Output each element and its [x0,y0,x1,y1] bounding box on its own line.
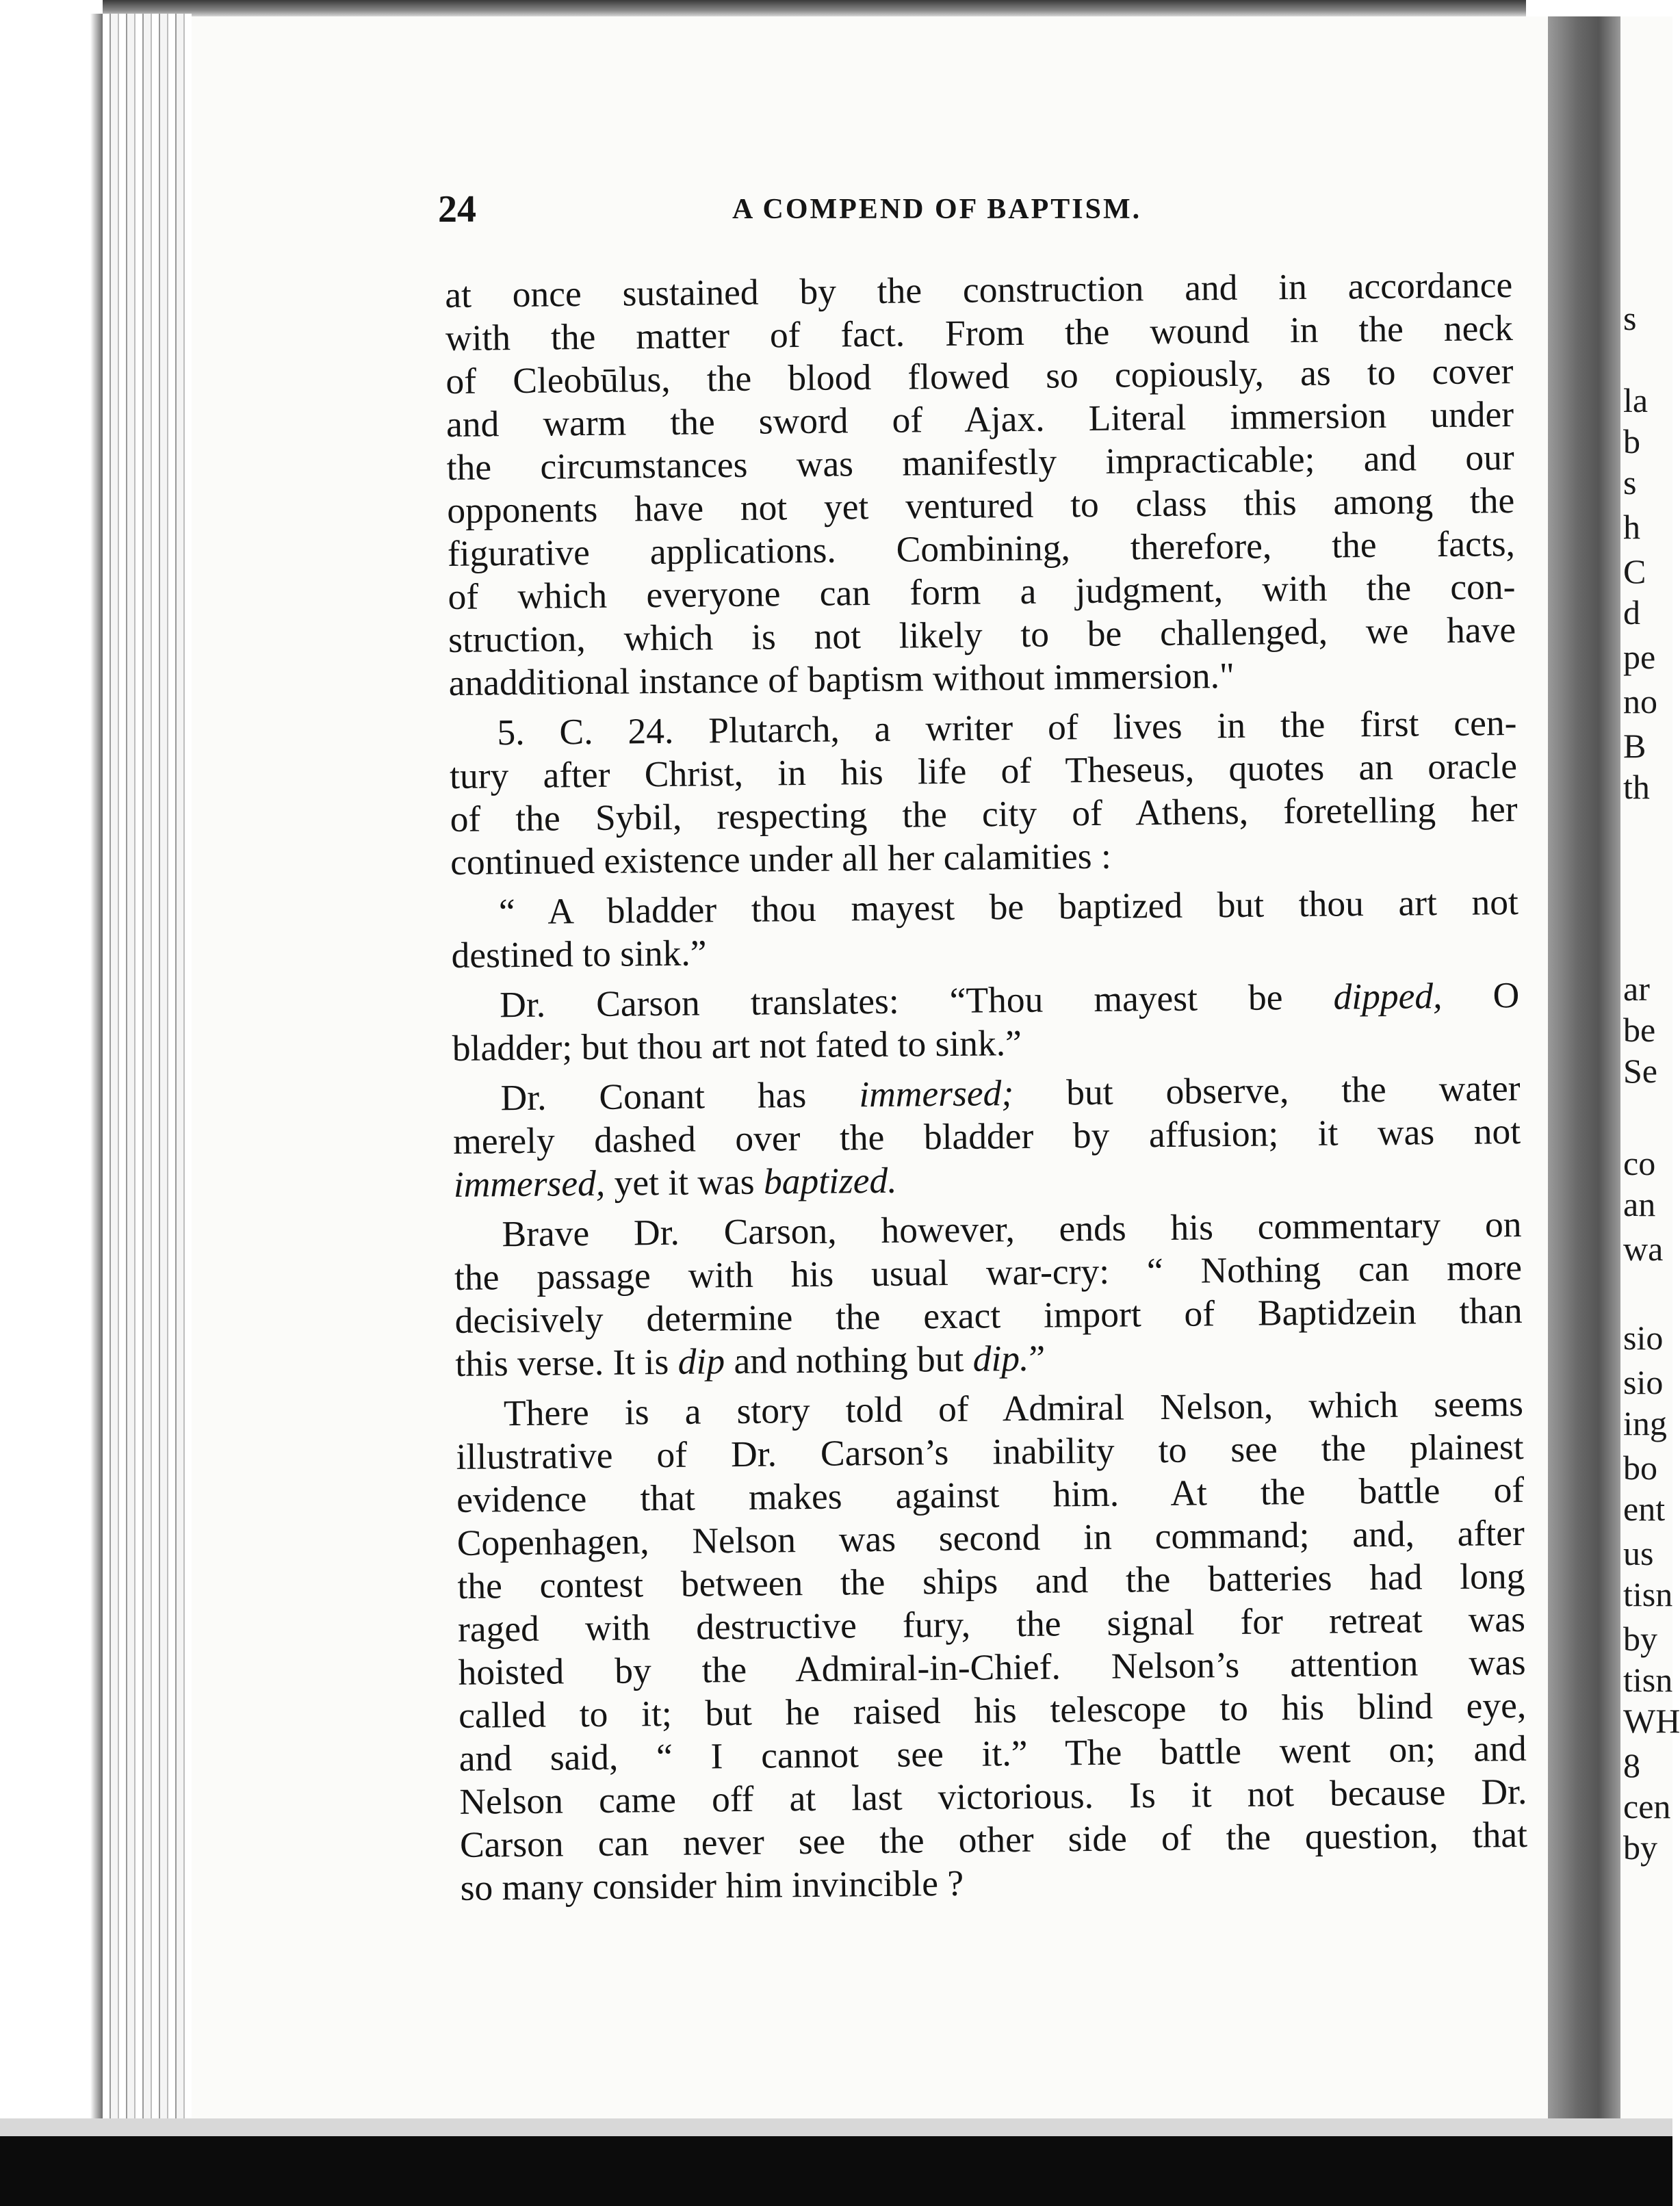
facing-page-text: th [1623,768,1650,806]
text-run: ” [1029,1337,1046,1379]
text-run: called to it; but he raised his telescope to his blind eye, [458,1684,1527,1736]
text-run: anadditional instance of baptism without immersion." [448,654,1235,703]
facing-page-text: d [1623,593,1640,632]
facing-page-text: by [1623,1620,1657,1658]
facing-page-text: tisn [1623,1575,1673,1613]
facing-page-text: cen [1623,1787,1671,1826]
italic-text: dip [677,1340,725,1382]
facing-page-text: bo [1623,1449,1657,1487]
text-run: hoisted by the Admiral-in-Chief. Nelson’s attention was [458,1641,1526,1693]
body-text [445,263,1528,1910]
book-gutter [1548,16,1620,2118]
page-stack-edges [103,14,192,2118]
text-run: struction, which is not likely to be challenged, we have [448,609,1516,660]
italic-text: immersed, [453,1162,606,1205]
facing-page-fragment [1620,16,1680,2118]
facing-page-text: ing [1623,1404,1667,1442]
facing-page-text: us [1623,1534,1654,1572]
text-run: There is a story told of Admiral Nelson, which seems [503,1382,1524,1434]
facing-page-text: ent [1623,1490,1666,1528]
text-run: the passage with his usual war-cry: “ Nothing can more [454,1246,1523,1298]
facing-page-text: WH [1623,1702,1680,1740]
text-run: bladder; but thou art not fated to sink.” [452,1022,1022,1069]
text-run: tury after Christ, in his life of Theseus, quotes an oracle [449,744,1518,796]
text-run: at once sustained by the construction and in accordance [445,264,1513,315]
facing-page-text: s [1623,299,1637,337]
text-run: raged with destructive fury, the signal for retreat was [457,1598,1526,1650]
book-top-edge [103,0,1526,18]
text-run: the contest between the ships and the batteries had long [457,1555,1525,1607]
facing-page-text: h [1623,508,1640,546]
text-run: so many consider him invincible ? [460,1862,964,1908]
text-run: Carson can never see the other side of the question, that [459,1813,1528,1865]
text-run: Dr. Carson translates: “Thou mayest be [499,976,1334,1026]
text-run: and said, “ I cannot see it.” The battle went on; and [458,1727,1527,1779]
text-run: with the matter of fact. From the wound in the neck [445,307,1514,359]
text-run: decisively determine the exact import of Baptidzein than [454,1289,1523,1341]
text-run: and warm the sword of Ajax. Literal immersion under [445,393,1514,445]
text-run: Brave Dr. Carson, however, ends his commentary on [502,1203,1522,1255]
facing-page-text: pe [1623,638,1656,676]
text-run: merely dashed over the bladder by affusion; it was not [452,1110,1521,1162]
facing-page-text: s [1623,463,1637,502]
text-run: Copenhagen, Nelson was second in command; and, after [456,1511,1525,1563]
text-run: the circumstances was manifestly impracticable; and our [446,437,1514,488]
text-run: this verse. It is [455,1340,678,1384]
text-run: destined to sink.” [451,932,707,976]
facing-page-text: be [1623,1011,1656,1049]
text-run: of the Sybil, respecting the city of Athens, foretelling her [450,788,1518,840]
facing-page-text: co [1623,1144,1656,1182]
italic-text: baptized. [763,1159,897,1202]
facing-page-text: no [1623,682,1657,721]
text-run: “ A bladder thou mayest be baptized but thou art not [498,881,1519,933]
text-run: 5. C. 24. Plutarch, a writer of lives in the first cen- [497,701,1517,753]
text-run: Nelson came off at last victorious. Is it not because Dr. [459,1770,1527,1822]
running-title: A COMPEND OF BAPTISM. [732,194,1142,225]
facing-page-text: 8 [1623,1746,1640,1785]
text-run: continued existence under all her calamities : [450,835,1112,883]
facing-page-text: C [1623,552,1646,591]
text-run: O [1442,974,1520,1017]
facing-page-text: by [1623,1828,1657,1867]
facing-page-text: an [1623,1185,1656,1223]
facing-page-text: wa [1623,1230,1664,1268]
text-run: yet it was [604,1160,764,1204]
facing-page-text: sio [1623,1363,1664,1401]
italic-text: dipped, [1333,975,1443,1017]
text-run: of which everyone can form a judgment, with the con- [448,566,1516,617]
italic-text: immersed; [859,1072,1014,1115]
facing-page-text: la [1623,381,1649,419]
text-run: but observe, the water [1013,1067,1521,1114]
text-run: illustrative of Dr. Carson’s inability to see the plainest [456,1425,1524,1477]
text-run: Dr. Conant has [500,1074,860,1119]
facing-page-text: b [1623,422,1640,460]
facing-page-text: tisn [1623,1661,1673,1699]
text-run: evidence that makes against him. At the battle of [456,1468,1525,1520]
text-run: figurative applications. Combining, therefore, the facts, [447,523,1516,574]
facing-page-text: ar [1623,970,1650,1008]
book-spine-shadow [90,14,103,2118]
facing-page-text: sio [1623,1319,1664,1357]
text-run: of Cleobūlus, the blood flowed so copiously, as to cover [445,350,1514,402]
page-number: 24 [438,188,476,231]
facing-page-text: Se [1623,1052,1657,1090]
text-run: opponents have not yet ventured to class this among the [447,480,1515,531]
running-header [438,187,1505,231]
italic-text: dip. [972,1337,1029,1379]
text-run: and nothing but [724,1338,973,1382]
scanner-bottom-edge [0,2118,1672,2206]
facing-page-text: B [1623,727,1646,765]
